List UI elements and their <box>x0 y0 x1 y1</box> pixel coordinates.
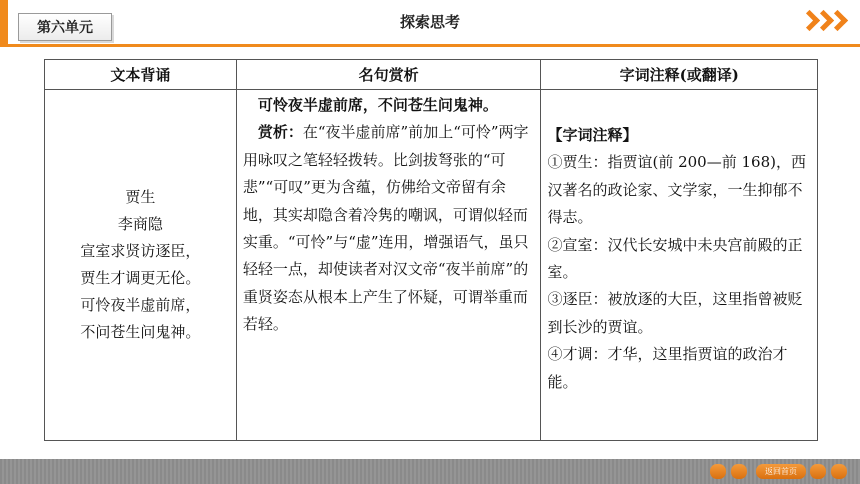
poem-line: 不问苍生问鬼神。 <box>80 323 201 341</box>
bottom-nav-bar <box>0 459 860 484</box>
notes-title: 【字词注释】 <box>547 126 638 144</box>
page-title: 探索思考 <box>399 13 460 31</box>
column-header-recitation: 文本背诵 <box>45 60 237 90</box>
poem-author: 李商隐 <box>117 215 163 233</box>
note-item: ④才调：才华，这里指贾谊的政治才能。 <box>547 345 788 391</box>
poem-line: 宣室求贤访逐臣， <box>80 242 201 260</box>
previous-page-button[interactable] <box>731 464 747 479</box>
triple-chevron-right-icon[interactable] <box>802 10 844 34</box>
notes-cell <box>541 90 818 441</box>
poem-line: 贾生才调更无伦。 <box>80 269 201 287</box>
unit-badge: 第六单元 <box>18 13 112 41</box>
next-page-button[interactable] <box>810 464 826 479</box>
note-item: ①贾生：指贾谊(前 200—前 168)，西汉著名的政论家、文学家，一生抑郁不得志。 <box>547 153 806 227</box>
top-bar <box>0 0 860 46</box>
note-item: ③逐臣：被放逐的大臣，这里指曾被贬到长沙的贾谊。 <box>547 290 803 336</box>
home-button[interactable]: 返回首页 <box>756 464 806 479</box>
appreciation-text <box>243 119 535 338</box>
famous-quote: 可怜夜半虚前席，不问苍生问鬼神。 <box>257 96 498 114</box>
last-page-button[interactable] <box>831 464 847 479</box>
column-header-notes: 字词注释(或翻译) <box>541 60 818 90</box>
table-row <box>45 90 818 441</box>
table-header-row <box>45 60 818 90</box>
first-page-button[interactable] <box>710 464 726 479</box>
column-header-appreciation: 名句赏析 <box>236 60 541 90</box>
content-table <box>44 59 818 441</box>
appreciation-cell <box>236 90 541 441</box>
poem-line: 可怜夜半虚前席， <box>80 296 201 314</box>
appreciation-body: 在“夜半虚前席”前加上“可怜”两字用咏叹之笔轻轻拨转。比剑拔弩张的“可悲”“可叹”更为含蕴，仿佛给文帝留有余地，其实却隐含着冷隽的嘲讽，可谓似轻而实重。“可怜”与“虚”连用，增强语气，虽只轻轻一点，却使读者对汉文帝“夜半前席”的重贤姿态从根本上产生了怀疑，可谓举重而若轻。 <box>242 123 529 334</box>
header-divider <box>0 44 860 47</box>
poem-title: 贾生 <box>125 188 156 206</box>
poem-cell <box>45 90 237 441</box>
appreciation-label: 赏析： <box>257 123 303 142</box>
chevron-right-icon <box>830 10 844 32</box>
note-item: ②宣室：汉代长安城中未央宫前殿的正室。 <box>547 235 803 282</box>
